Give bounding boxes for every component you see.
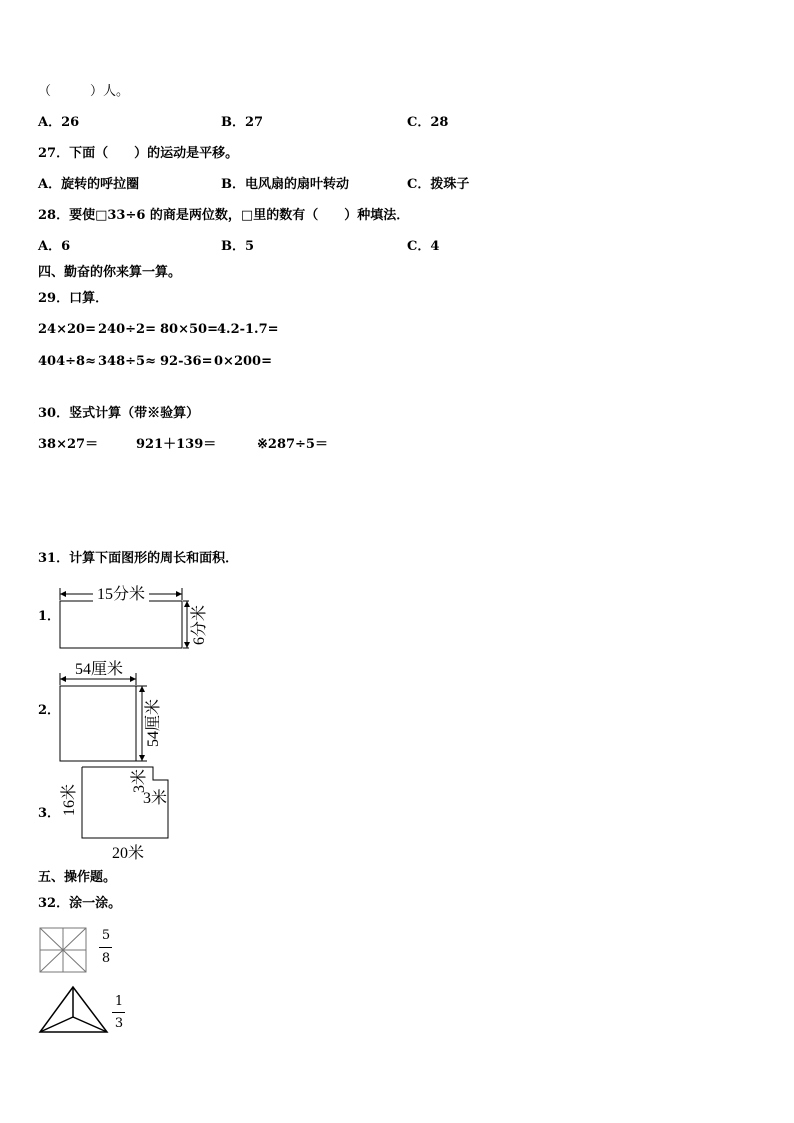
section-5-heading: 五、操作题。 bbox=[38, 870, 117, 885]
triangle-fraction-denominator: 3 bbox=[114, 1016, 124, 1031]
figure-3-notched-rectangle bbox=[55, 762, 180, 864]
figure-2-width-label: 54厘米 bbox=[74, 661, 124, 678]
q27-option-b: B．电风扇的扇叶转动 bbox=[221, 177, 349, 192]
figure-3-left-label: 16米 bbox=[61, 783, 78, 817]
q28-option-a: A．6 bbox=[38, 239, 71, 254]
q26-option-b: B．27 bbox=[221, 115, 264, 130]
q26-tail: （ ）人。 bbox=[38, 84, 130, 99]
q29-item: 80×50= bbox=[160, 322, 218, 337]
figure-2-square bbox=[55, 656, 180, 766]
q30-item: 921＋139＝ bbox=[136, 437, 217, 452]
q30-text: 30．竖式计算（带※验算） bbox=[38, 406, 200, 421]
q26-option-a: A．26 bbox=[38, 115, 80, 130]
q28-option-b: B．5 bbox=[221, 239, 255, 254]
q29-item: 4.2-1.7= bbox=[217, 322, 279, 337]
q29-item: 92-36= bbox=[160, 354, 213, 369]
q29-item: 0×200= bbox=[214, 354, 272, 369]
q29-item: 240÷2= bbox=[98, 322, 156, 337]
figure-3-notch-horizontal-label: 3米 bbox=[142, 790, 168, 807]
q30-item: ※287÷5＝ bbox=[257, 437, 328, 452]
figure-2-height-label: 54厘米 bbox=[145, 698, 162, 748]
square-fraction-numerator: 5 bbox=[101, 928, 111, 943]
triangle-fraction-numerator: 1 bbox=[114, 994, 124, 1009]
q28-option-c: C．4 bbox=[407, 239, 440, 254]
figure-3-label: 3． bbox=[38, 806, 61, 821]
q27-text: 27．下面（ ）的运动是平移。 bbox=[38, 146, 239, 161]
section-4-heading: 四、勤奋的你来算一算。 bbox=[38, 265, 182, 280]
q31-text: 31．计算下面图形的周长和面积． bbox=[38, 551, 239, 566]
divided-triangle bbox=[38, 984, 110, 1036]
square-fraction-bar bbox=[99, 947, 112, 948]
figure-3-notch-vertical-label: 3米 bbox=[131, 768, 148, 794]
figure-1-label: 1． bbox=[38, 609, 61, 624]
q26-option-c: C．28 bbox=[407, 115, 449, 130]
q29-item: 24×20= bbox=[38, 322, 96, 337]
figure-1-height-label: 6分米 bbox=[191, 604, 208, 646]
q28-text: 28．要使□33÷6 的商是两位数，□里的数有（ ）种填法． bbox=[38, 208, 410, 223]
divided-square bbox=[38, 926, 90, 974]
q27-option-c: C．拨珠子 bbox=[407, 177, 470, 192]
q27-option-a: A．旋转的呼拉圈 bbox=[38, 177, 140, 192]
q29-item: 348÷5≈ bbox=[98, 354, 156, 369]
figure-3-bottom-label: 20米 bbox=[111, 845, 145, 862]
q29-item: 404÷8≈ bbox=[38, 354, 96, 369]
figure-1-width-label: 15分米 bbox=[96, 586, 146, 603]
q30-item: 38×27＝ bbox=[38, 437, 99, 452]
figure-1-rectangle bbox=[55, 580, 215, 655]
q32-text: 32．涂一涂。 bbox=[38, 896, 122, 911]
square-fraction-denominator: 8 bbox=[101, 951, 111, 966]
q29-text: 29．口算． bbox=[38, 291, 109, 306]
triangle-fraction-bar bbox=[112, 1012, 125, 1013]
figure-2-label: 2． bbox=[38, 703, 61, 718]
